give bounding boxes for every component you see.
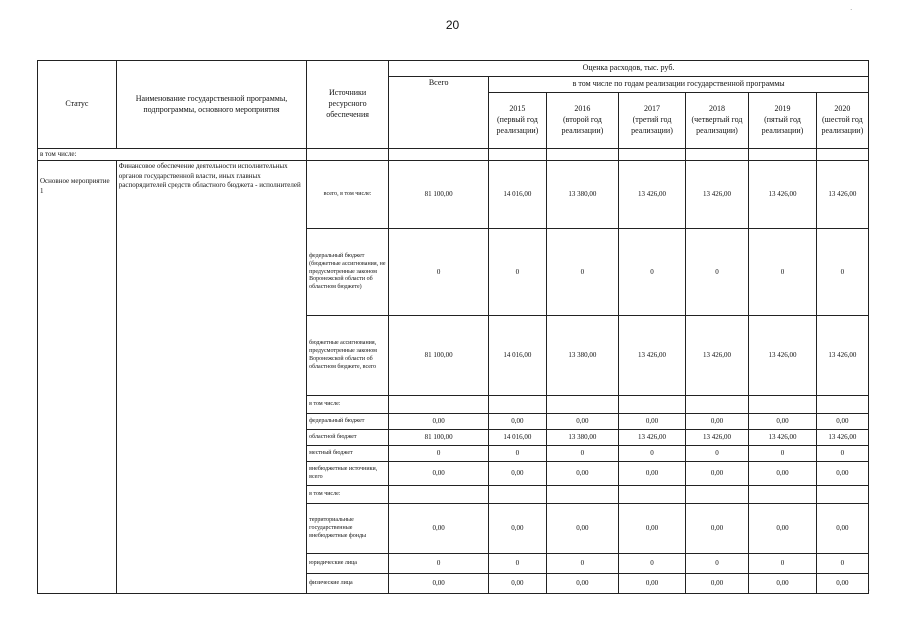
header-year-note: (четвертый год реализации) xyxy=(691,115,743,135)
value-cell: 0,00 xyxy=(749,414,817,430)
value-cell xyxy=(546,396,619,414)
source-label: федеральный бюджет xyxy=(307,414,389,430)
value-cell: 0,00 xyxy=(546,574,619,594)
value-cell: 0 xyxy=(489,446,546,462)
value-cell: 13 426,00 xyxy=(619,316,686,396)
value-cell: 0 xyxy=(389,554,489,574)
value-cell: 0 xyxy=(816,554,868,574)
header-name: Наименование государственной программы, подпрограммы, основного мероприятия xyxy=(116,61,306,149)
value-cell: 0,00 xyxy=(685,414,748,430)
value-cell xyxy=(685,486,748,504)
header-year-value: 2020 xyxy=(834,104,851,114)
header-total: Всего xyxy=(389,77,489,149)
value-cell xyxy=(489,486,546,504)
value-cell: 0 xyxy=(749,229,817,316)
value-cell xyxy=(389,396,489,414)
value-cell xyxy=(749,486,817,504)
source-label: территориальные государственные внебюджетные фонды xyxy=(307,504,389,554)
corner-mark: · xyxy=(850,6,853,14)
value-cell: 14 016,00 xyxy=(489,161,546,229)
value-cell: 0 xyxy=(685,554,748,574)
value-cell: 13 426,00 xyxy=(816,316,868,396)
value-cell: 0,00 xyxy=(619,414,686,430)
header-year-note: (первый год реализации) xyxy=(496,115,539,135)
value-cell: 0,00 xyxy=(489,414,546,430)
value-cell: 13 426,00 xyxy=(619,430,686,446)
header-estimate: Оценка расходов, тыс. руб. xyxy=(389,61,869,77)
value-cell: 0 xyxy=(619,554,686,574)
header-by-years: в том числе по годам реализации государственной программы xyxy=(489,77,869,93)
value-cell: 0,00 xyxy=(546,462,619,486)
header-year-value: 2019 xyxy=(774,104,791,114)
expenditure-table xyxy=(37,60,869,594)
value-cell: 0,00 xyxy=(619,574,686,594)
value-cell: 0,00 xyxy=(489,462,546,486)
value-cell: 0 xyxy=(619,229,686,316)
value-cell: 14 016,00 xyxy=(489,316,546,396)
value-cell: 0,00 xyxy=(749,462,817,486)
value-cell: 0 xyxy=(685,446,748,462)
header-year-2017 xyxy=(619,93,686,149)
section-row xyxy=(38,149,869,161)
value-cell: 0,00 xyxy=(546,414,619,430)
value-cell: 0 xyxy=(489,554,546,574)
header-year-value: 2018 xyxy=(708,104,725,114)
value-cell xyxy=(685,396,748,414)
value-cell: 0,00 xyxy=(816,462,868,486)
header-year-2020 xyxy=(816,93,868,149)
source-label: в том числе: xyxy=(307,396,389,414)
value-cell: 0 xyxy=(816,229,868,316)
value-cell: 0 xyxy=(546,554,619,574)
foot-mark: · xyxy=(868,588,870,594)
event-name: Финансовое обеспечение деятельности исполнительных органов государственной власти, иных главных распорядителей средств областного бюджета - исполнителей xyxy=(116,161,306,594)
header-year-value: 2015 xyxy=(509,104,526,114)
value-cell: 0,00 xyxy=(389,414,489,430)
value-cell: 0 xyxy=(489,229,546,316)
value-cell: 81 100,00 xyxy=(389,430,489,446)
value-cell: 13 380,00 xyxy=(546,161,619,229)
value-cell: 0,00 xyxy=(389,504,489,554)
value-cell: 0,00 xyxy=(389,574,489,594)
value-cell: 13 426,00 xyxy=(749,316,817,396)
value-cell: 0 xyxy=(685,229,748,316)
value-cell: 0,00 xyxy=(816,414,868,430)
section-label: в том числе: xyxy=(38,149,307,161)
header-year-2018 xyxy=(685,93,748,149)
source-label: областной бюджет xyxy=(307,430,389,446)
header-status: Статус xyxy=(38,61,117,149)
value-cell xyxy=(489,396,546,414)
value-cell: 0,00 xyxy=(816,504,868,554)
source-label: физические лица xyxy=(307,574,389,594)
event-status: Основное мероприятие 1 xyxy=(38,161,117,594)
source-label: бюджетные ассигнования, предусмотренные законом Воронежской области об областном бюджете, всего xyxy=(307,316,389,396)
value-cell: 0,00 xyxy=(816,574,868,594)
value-cell: 13 380,00 xyxy=(546,430,619,446)
value-cell: 0,00 xyxy=(619,462,686,486)
value-cell xyxy=(389,486,489,504)
source-label: в том числе: xyxy=(307,486,389,504)
value-cell: 13 426,00 xyxy=(816,161,868,229)
value-cell: 0,00 xyxy=(749,574,817,594)
value-cell: 0,00 xyxy=(389,462,489,486)
value-cell: 13 426,00 xyxy=(619,161,686,229)
value-cell: 13 426,00 xyxy=(749,161,817,229)
value-cell: 0 xyxy=(389,446,489,462)
source-label: местный бюджет xyxy=(307,446,389,462)
value-cell: 13 426,00 xyxy=(816,430,868,446)
value-cell: 13 380,00 xyxy=(546,316,619,396)
value-cell: 81 100,00 xyxy=(389,316,489,396)
value-cell xyxy=(749,396,817,414)
value-cell xyxy=(546,486,619,504)
value-cell: 81 100,00 xyxy=(389,161,489,229)
source-label: всего, в том числе: xyxy=(307,161,389,229)
value-cell: 0 xyxy=(816,446,868,462)
header-row-1 xyxy=(38,61,869,77)
source-label: внебюджетные источники, всего xyxy=(307,462,389,486)
value-cell: 0 xyxy=(389,229,489,316)
value-cell xyxy=(619,486,686,504)
value-cell: 0,00 xyxy=(749,504,817,554)
value-cell: 0 xyxy=(619,446,686,462)
header-year-note: (пятый год реализации) xyxy=(761,115,804,135)
value-cell: 0,00 xyxy=(685,504,748,554)
header-year-value: 2017 xyxy=(643,104,660,114)
source-label: федеральный бюджет (бюджетные ассигнования, не предусмотренные законом Воронежской области об областном бюджете) xyxy=(307,229,389,316)
value-cell: 14 016,00 xyxy=(489,430,546,446)
value-cell: 0 xyxy=(749,446,817,462)
header-year-note: (второй год реализации) xyxy=(561,115,604,135)
value-cell: 13 426,00 xyxy=(749,430,817,446)
source-label: юридические лица xyxy=(307,554,389,574)
value-cell: 0,00 xyxy=(685,462,748,486)
value-cell xyxy=(619,396,686,414)
page-number: 20 xyxy=(445,18,460,32)
header-year-2016 xyxy=(546,93,619,149)
value-cell xyxy=(816,396,868,414)
header-year-2015 xyxy=(489,93,546,149)
value-cell: 0 xyxy=(749,554,817,574)
value-cell: 0,00 xyxy=(489,574,546,594)
value-cell: 0 xyxy=(546,446,619,462)
value-cell: 13 426,00 xyxy=(685,161,748,229)
header-sources: Источники ресурсного обеспечения xyxy=(307,61,389,149)
value-cell: 0,00 xyxy=(685,574,748,594)
header-year-value: 2016 xyxy=(574,104,591,114)
value-cell: 13 426,00 xyxy=(685,316,748,396)
header-year-2019 xyxy=(749,93,817,149)
value-cell: 13 426,00 xyxy=(685,430,748,446)
header-year-note: (шестой год реализации) xyxy=(821,115,864,135)
value-cell: 0,00 xyxy=(489,504,546,554)
value-cell xyxy=(816,486,868,504)
value-cell: 0 xyxy=(546,229,619,316)
table-row xyxy=(38,161,869,229)
value-cell: 0,00 xyxy=(546,504,619,554)
header-year-note: (третий год реализации) xyxy=(631,115,673,135)
value-cell: 0,00 xyxy=(619,504,686,554)
